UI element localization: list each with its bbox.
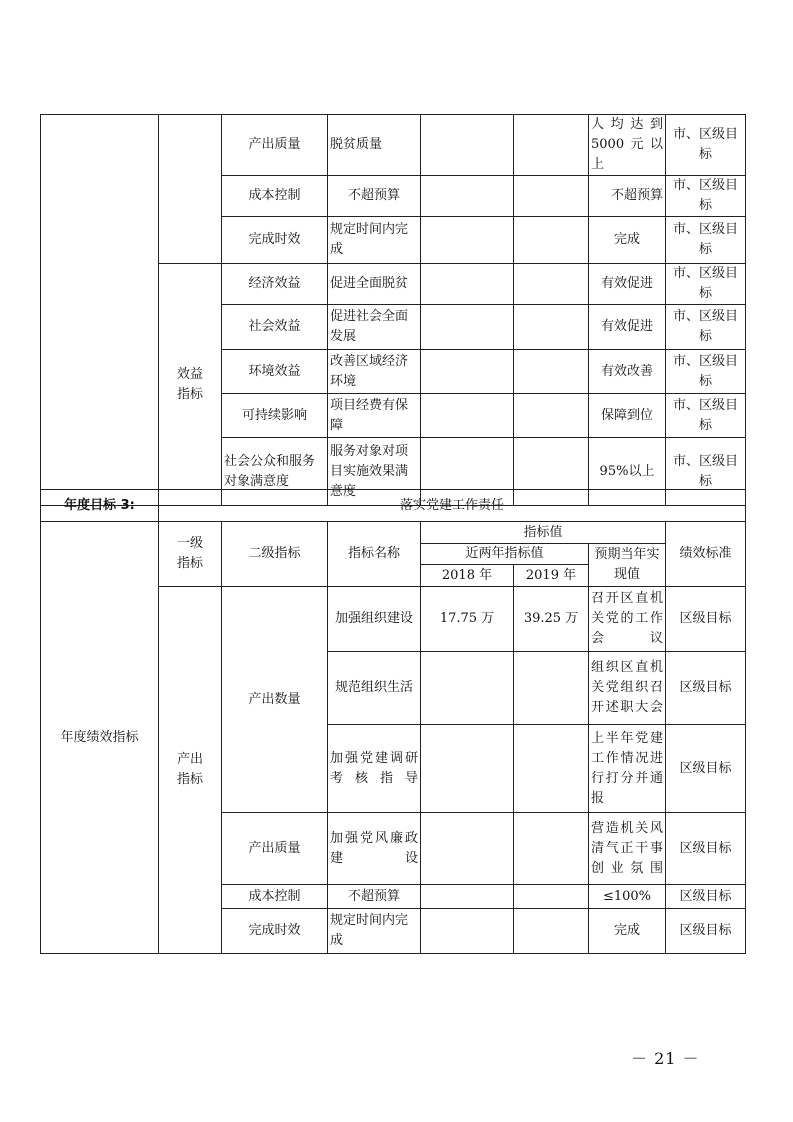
header-level2: 二级指标: [222, 522, 328, 587]
indicator-name: 促进全面脱贫: [328, 264, 421, 305]
value-2018: [421, 217, 514, 264]
level2-indicator: 社会效益: [222, 305, 328, 350]
output-group-label: [159, 587, 222, 954]
indicator-name: 服务对象对项目实施效果满意度: [328, 438, 421, 506]
indicator-name: 项目经费有保障: [328, 394, 421, 438]
performance-standard: 市、区级目标: [666, 350, 746, 394]
expected-value: 有效改善: [589, 350, 666, 394]
level2-indicator: 经济效益: [222, 264, 328, 305]
expected-value: ≤100%: [589, 885, 666, 909]
expected-value: 上半年党建工作情况进行打分并通报: [589, 725, 666, 813]
level2-indicator: 产出质量: [222, 115, 328, 176]
indicator-name: 加强党风廉政建设: [328, 813, 421, 885]
indicator-name: 加强党建调研考核指导: [328, 725, 421, 813]
indicator-name: 加强组织建设: [328, 587, 421, 652]
performance-standard: 区级目标: [666, 909, 746, 954]
output-group-text: 产出指标: [177, 752, 204, 787]
performance-standard: 市、区级目标: [666, 115, 746, 176]
header-recent-two-years: 近两年指标值: [421, 544, 589, 565]
value-2019: [514, 115, 589, 176]
header-indicator-value: 指标值: [421, 522, 666, 544]
performance-standard: 市、区级目标: [666, 394, 746, 438]
performance-standard: 市、区级目标: [666, 176, 746, 217]
value-2018: [421, 652, 514, 725]
value-2018: [421, 725, 514, 813]
quantity-group-label: 产出数量: [222, 587, 328, 813]
indicator-name: 规定时间内完成: [328, 909, 421, 954]
value-2018: [421, 909, 514, 954]
expected-value: 完成: [589, 217, 666, 264]
value-2018: [421, 813, 514, 885]
benefit-group-label: [159, 264, 222, 506]
value-2018: [421, 305, 514, 350]
expected-value: 人均达到5000元以上: [589, 115, 666, 176]
value-2019: [514, 305, 589, 350]
performance-standard: 市、区级目标: [666, 438, 746, 506]
header-indicator-name: 指标名称: [328, 522, 421, 587]
indicator-name: 不超预算: [328, 176, 421, 217]
level2-indicator: 社会公众和服务对象满意度: [222, 438, 328, 506]
indicator-name: 改善区域经济环境: [328, 350, 421, 394]
level2-indicator: 可持续影响: [222, 394, 328, 438]
expected-value: 保障到位: [589, 394, 666, 438]
section-label-cell: [41, 115, 159, 506]
performance-table-continued: [40, 114, 746, 506]
annual-goal-label: 年度目标 3:: [41, 490, 159, 522]
value-2019: [514, 350, 589, 394]
level2-indicator: 成本控制: [222, 885, 328, 909]
level2-indicator: 产出质量: [222, 813, 328, 885]
header-expected: 预期当年实现值: [589, 544, 666, 587]
indicator-name: 脱贫质量: [328, 115, 421, 176]
value-2018: [421, 394, 514, 438]
level2-indicator: 环境效益: [222, 350, 328, 394]
value-2019: [514, 909, 589, 954]
indicator-name: 规定时间内完成: [328, 217, 421, 264]
performance-standard: 区级目标: [666, 813, 746, 885]
level2-indicator: 完成时效: [222, 217, 328, 264]
value-2019: [514, 264, 589, 305]
benefit-group-text: 效益指标: [177, 366, 204, 402]
value-2018: [421, 264, 514, 305]
value-2018: [421, 350, 514, 394]
annual-performance-indicators-label: 年度绩效指标: [41, 522, 159, 954]
expected-value: 不超预算: [589, 176, 666, 217]
header-2018: 2018 年: [421, 565, 514, 587]
value-2019: [514, 725, 589, 813]
value-2019: [514, 394, 589, 438]
expected-value: 营造机关风清气正干事创业氛围: [589, 813, 666, 885]
performance-standard: 区级目标: [666, 587, 746, 652]
value-2019: 39.25 万: [514, 587, 589, 652]
value-2019: [514, 885, 589, 909]
value-2018: [421, 115, 514, 176]
page-number: － 21 －: [631, 1049, 700, 1068]
expected-value: 有效促进: [589, 264, 666, 305]
performance-standard: 区级目标: [666, 885, 746, 909]
value-2019: [514, 813, 589, 885]
header-level1: [159, 522, 222, 587]
annual-goal-value: 落实党建工作责任: [159, 490, 746, 522]
header-level1-text: 一级指标: [177, 536, 204, 571]
expected-value: 召开区直机关党的工作会议: [589, 587, 666, 652]
header-2019: 2019 年: [514, 565, 589, 587]
indicator-name: 促进社会全面发展: [328, 305, 421, 350]
indicator-name: 不超预算: [328, 885, 421, 909]
level2-indicator: 完成时效: [222, 909, 328, 954]
performance-standard: 区级目标: [666, 725, 746, 813]
level2-indicator: 成本控制: [222, 176, 328, 217]
value-2019: [514, 217, 589, 264]
group-cell: [159, 115, 222, 264]
value-2018: 17.75 万: [421, 587, 514, 652]
expected-value: 组织区直机关党组织召开述职大会: [589, 652, 666, 725]
header-standard: 绩效标准: [666, 522, 746, 587]
value-2019: [514, 652, 589, 725]
annual-goal-table: [40, 489, 746, 954]
expected-value: 有效促进: [589, 305, 666, 350]
value-2018: [421, 176, 514, 217]
expected-value: 95%以上: [589, 438, 666, 506]
performance-standard: 市、区级目标: [666, 305, 746, 350]
indicator-name: 规范组织生活: [328, 652, 421, 725]
performance-standard: 市、区级目标: [666, 217, 746, 264]
performance-standard: 区级目标: [666, 652, 746, 725]
value-2018: [421, 885, 514, 909]
performance-standard: 市、区级目标: [666, 264, 746, 305]
value-2019: [514, 176, 589, 217]
expected-value: 完成: [589, 909, 666, 954]
